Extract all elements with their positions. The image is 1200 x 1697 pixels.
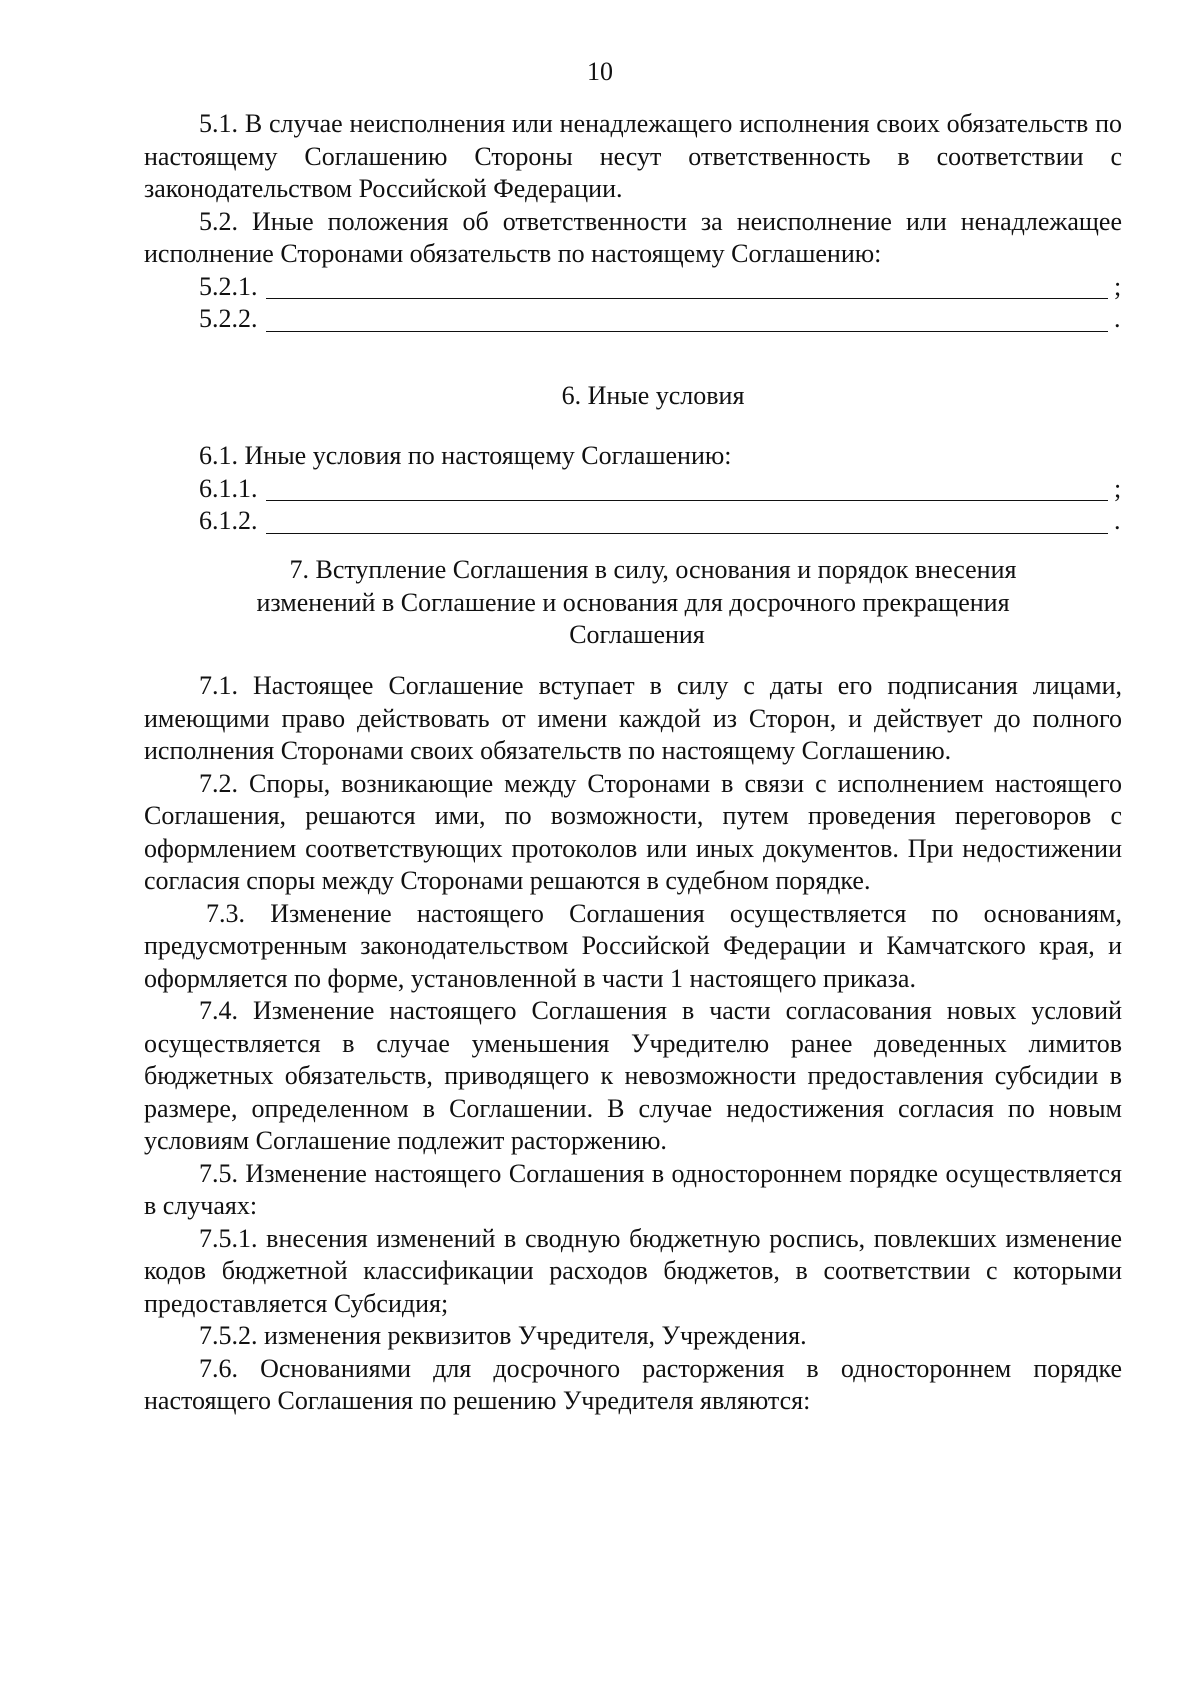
blank-line-6-1-1: [144, 473, 1122, 506]
paragraph-7-5: 7.5. Изменение настоящего Соглашения в одностороннем порядке осуществляется в случаях:: [144, 1158, 1122, 1220]
paragraph-6-1: 6.1. Иные условия по настоящему Соглашению:: [199, 441, 732, 470]
section-6: [144, 380, 1122, 413]
fill-in-rule: [266, 509, 1109, 534]
fill-in-rule: [266, 307, 1109, 332]
section-7-heading-line-1: 7. Вступление Соглашения в силу, основания и порядок внесения: [289, 555, 1017, 584]
section-7-heading-line-3: Соглашения: [569, 620, 705, 649]
section-5: [144, 108, 1122, 336]
section-7-body: [144, 670, 1122, 1418]
blank-line-punctuation: .: [1114, 304, 1121, 333]
paragraph-5-2: 5.2. Иные положения об ответственности за неисполнение или ненадлежащее исполнение Сторонами обязательств по настоящему Соглашению:: [144, 206, 1122, 268]
section-6-heading: 6. Иные условия: [561, 381, 745, 410]
section-6-body: [144, 440, 1122, 538]
paragraph-7-5-2: 7.5.2. изменения реквизитов Учредителя, Учреждения.: [199, 1321, 807, 1350]
paragraph-7-2: 7.2. Споры, возникающие между Сторонами в связи с исполнением настоящего Соглашения, решаются ими, по возможности, путем проведения переговоров с оформлением соответствующих протоколов или иных документов. При недостижении согласия споры между Сторонами решаются в судебном порядке.: [144, 768, 1122, 895]
section-7-heading: [144, 554, 1122, 652]
blank-line-punctuation: .: [1114, 506, 1121, 535]
paragraph-7-5-1: 7.5.1. внесения изменений в сводную бюджетную роспись, повлекших изменение кодов бюджетной классификации расходов бюджетов, в соответствии с которыми предоставляется Субсидия;: [144, 1223, 1122, 1318]
page-number: 10: [587, 57, 613, 86]
blank-line-punctuation: ;: [1114, 473, 1122, 503]
blank-line-number: 5.2.2.: [199, 304, 258, 333]
blank-line-5-2-2: [144, 303, 1122, 336]
blank-line-5-2-1: [144, 271, 1122, 304]
paragraph-7-4: 7.4. Изменение настоящего Соглашения в части согласования новых условий осуществляется в случае уменьшения Учредителю ранее доведенных лимитов бюджетных обязательств, приводящего к невозможности предоставления субсидии в размере, определенном в Соглашении. В случае недостижения согласия по новым условиям Соглашение подлежит расторжению.: [144, 996, 1122, 1155]
blank-line-6-1-2: [144, 505, 1122, 538]
blank-line-number: 5.2.1.: [199, 271, 258, 301]
paragraph-7-6: 7.6. Основаниями для досрочного расторжения в одностороннем порядке настоящего Соглашения по решению Учредителя являются:: [144, 1353, 1122, 1415]
paragraph-7-3: 7.3. Изменение настоящего Соглашения осуществляется по основаниям, предусмотренным законодательством Российской Федерации и Камчатского края, и оформляется по форме, установленной в части 1 настоящего приказа.: [144, 898, 1122, 993]
blank-line-number: 6.1.1.: [199, 473, 258, 503]
fill-in-rule: [266, 476, 1109, 501]
paragraph-5-1: 5.1. В случае неисполнения или ненадлежащего исполнения своих обязательств по настоящему Соглашению Стороны несут ответственность в соответствии с законодательством Российской Федерации.: [144, 109, 1122, 203]
blank-line-punctuation: ;: [1114, 271, 1122, 301]
fill-in-rule: [266, 274, 1109, 299]
blank-line-number: 6.1.2.: [199, 506, 258, 535]
paragraph-7-1: 7.1. Настоящее Соглашение вступает в силу с даты его подписания лицами, имеющими право действовать от имени каждой из Сторон, и действует до полного исполнения Сторонами своих обязательств по настоящему Соглашению.: [144, 671, 1122, 765]
section-7-heading-line-2: изменений в Соглашение и основания для досрочного прекращения: [256, 587, 1010, 617]
